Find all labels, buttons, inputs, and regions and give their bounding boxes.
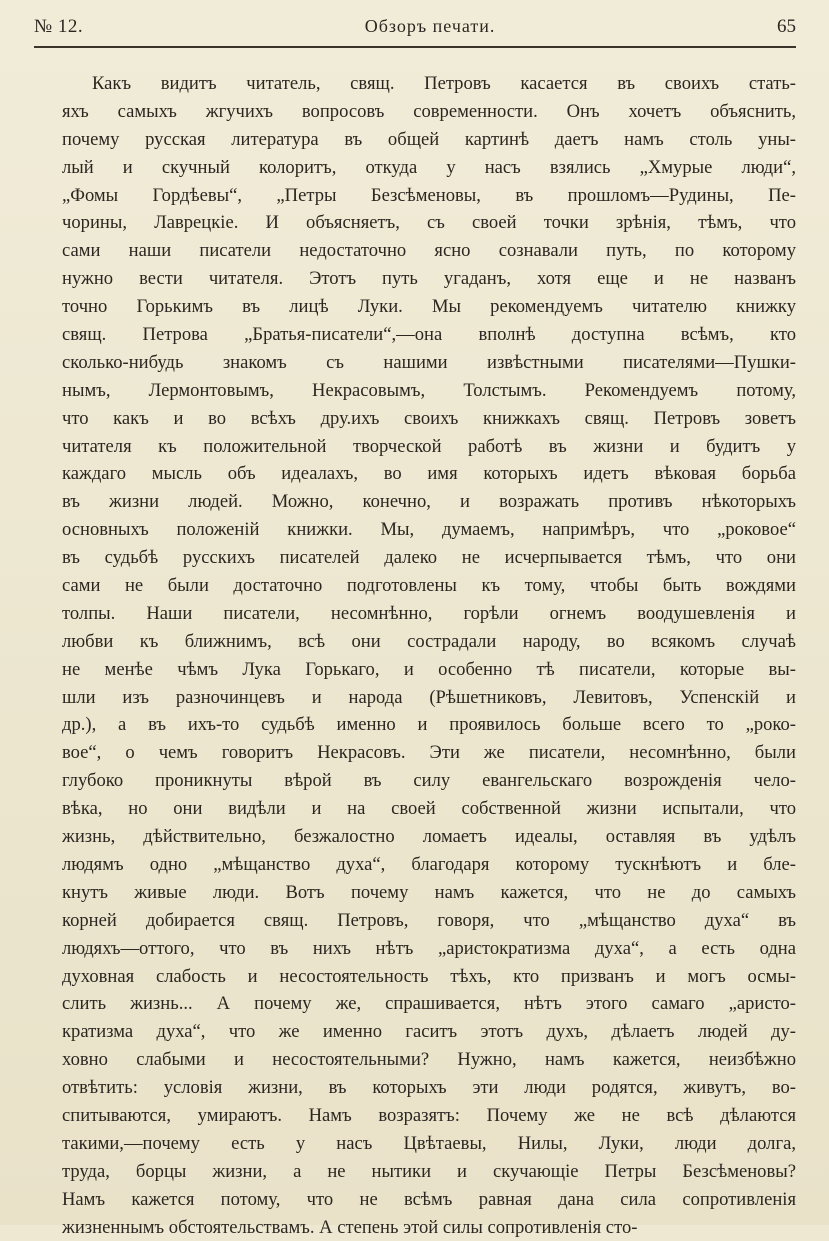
text-line: сами не были достаточно подготовлены къ тому, чтобы быть вождями [62, 575, 796, 597]
text-line: кнутъ живые люди. Вотъ почему намъ кажется, что не до самыхъ [62, 881, 796, 903]
issue-number: № 12. [34, 16, 84, 37]
page-number: 65 [776, 16, 796, 37]
section-title: Обзоръ печати. [364, 16, 496, 36]
text-line: читателя къ положительной творческой работѣ въ жизни и будитъ у [62, 435, 796, 457]
text-line: др.), а въ ихъ-то судьбѣ именно и проявилось больше всего то „роко- [62, 714, 796, 736]
text-line: кратизма духа“, что же именно гаситъ этотъ духъ, дѣлаетъ людей ду- [62, 1021, 796, 1043]
text-line: людяхъ—оттого, что въ нихъ нѣтъ „аристократизма духа“, а есть одна [62, 937, 796, 959]
text-line: духовная слабость и несостоятельность тѣхъ, кто призванъ и могъ осмы- [62, 965, 796, 987]
text-line: вое“, о чемъ говоритъ Некрасовъ. Эти же писатели, несомнѣнно, были [62, 742, 796, 764]
text-line: „Фомы Гордѣевы“, „Петры Безсѣменовы, въ прошломъ—Рудины, Пе- [62, 184, 796, 206]
text-line: сами наши писатели недостаточно ясно сознавали путь, по которому [62, 240, 796, 262]
header-rule [34, 46, 796, 48]
text-line: почему русская литература въ общей картинѣ даетъ намъ столь уны- [62, 128, 796, 150]
text-line: спитываются, умираютъ. Намъ возразятъ: Почему же не всѣ дѣлаются [62, 1104, 796, 1126]
text-line: такими,—почему есть у насъ Цвѣтаевы, Нилы, Луки, люди долга, [62, 1132, 796, 1154]
text-line: не менѣе чѣмъ Лука Горькаго, и особенно тѣ писатели, которые вы- [62, 658, 796, 680]
text-line: толпы. Наши писатели, несомнѣнно, горѣли огнемъ воодушевленія и [62, 602, 796, 624]
text-line: что какъ и во всѣхъ дру.ихъ своихъ книжкахъ свящ. Петровъ зоветъ [62, 407, 796, 429]
text-line: лый и скучный колоритъ, откуда у насъ взялись „Хмурые люди“, [62, 156, 796, 178]
text-line: любви къ ближнимъ, всѣ они сострадали народу, во всякомъ случаѣ [62, 630, 796, 652]
text-line: ховно слабыми и несостоятельными? Нужно, намъ кажется, неизбѣжно [62, 1049, 796, 1071]
text-line: жизнь, дѣйствительно, безжалостно ломаетъ идеалы, оставляя въ удѣлъ [62, 826, 796, 848]
text-line: сколько-нибудь знакомъ съ нашими извѣстными писателями—Пушки- [62, 351, 796, 373]
text-line: въ жизни людей. Можно, конечно, и возражать противъ нѣкоторыхъ [62, 491, 796, 513]
text-line: въ судьбѣ русскихъ писателей далеко не исчерпывается тѣмъ, что они [62, 547, 796, 569]
text-line: яхъ самыхъ жгучихъ вопросовъ современности. Онъ хочетъ объяснить, [62, 100, 796, 122]
text-line: отвѣтить: условія жизни, въ которыхъ эти люди родятся, живутъ, во- [62, 1077, 796, 1099]
text-line: каждаго мысль объ идеалахъ, во имя которыхъ идетъ вѣковая борьба [62, 463, 796, 485]
text-line: свящ. Петрова „Братья-писатели“,—она вполнѣ доступна всѣмъ, кто [62, 324, 796, 346]
text-line: Какъ видитъ читатель, свящ. Петровъ касается въ своихъ стать- [92, 73, 796, 94]
text-line: корней добирается свящ. Петровъ, говоря, что „мѣщанство духа“ въ [62, 909, 796, 931]
text-line: вѣка, но они видѣли и на своей собственной жизни испытали, что [62, 798, 796, 820]
text-line: глубоко проникнуты вѣрой въ силу евангельскаго возрожденія чело- [62, 770, 796, 792]
body-text [62, 70, 796, 1241]
text-line: чорины, Лаврецкіе. И объясняетъ, съ своей точки зрѣнія, тѣмъ, что [62, 212, 796, 234]
text-line: шли изъ разночинцевъ и народа (Рѣшетниковъ, Левитовъ, Успенскій и [62, 686, 796, 708]
text-line: Намъ кажется потому, что не всѣмъ равная дана сила сопротивленія [62, 1188, 796, 1210]
text-line: нымъ, Лермонтовымъ, Некрасовымъ, Толстымъ. Рекомендуемъ потому, [62, 379, 796, 401]
page-header [34, 16, 796, 48]
text-line: людямъ одно „мѣщанство духа“, благодаря которому тускнѣютъ и бле- [62, 853, 796, 875]
text-line: слить жизнь... А почему же, спрашивается, нѣтъ этого самаго „аристо- [62, 993, 796, 1015]
text-line: труда, борцы жизни, а не нытики и скучающіе Петры Безсѣменовы? [62, 1160, 796, 1182]
text-line: жизненнымъ обстоятельствамъ. А степень этой силы сопротивленія сто- [62, 1216, 638, 1238]
text-line: точно Горькимъ въ лицѣ Луки. Мы рекомендуемъ читателю книжку [62, 296, 796, 318]
text-line: нужно вести читателя. Этотъ путь угаданъ, хотя еще и не названъ [62, 268, 796, 290]
text-line: основныхъ положеній книжки. Мы, думаемъ, напримѣръ, что „роковое“ [62, 519, 796, 541]
